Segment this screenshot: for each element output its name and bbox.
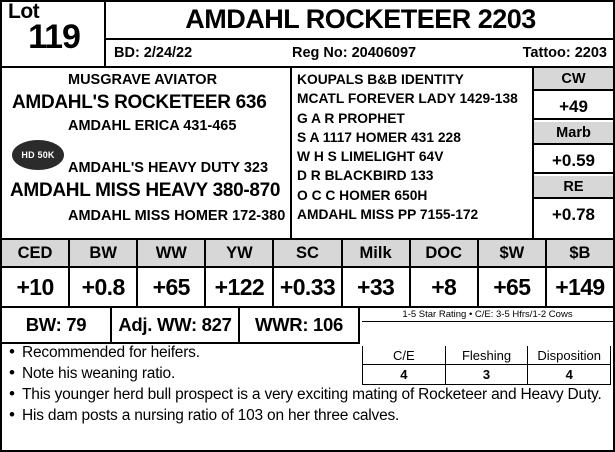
carcass-epd-stack xyxy=(534,68,613,238)
ancestor-row: D R BLACKBIRD 133 xyxy=(297,168,434,184)
bullet-icon: • xyxy=(9,363,15,382)
ancestor-row: G A R PROPHET xyxy=(297,110,405,126)
epd-value: +65 xyxy=(493,274,531,300)
list-item xyxy=(8,344,374,363)
lower-section xyxy=(2,342,613,450)
epd-header: $W xyxy=(479,240,545,268)
ancestor-row: S A 1117 HOMER 431 228 xyxy=(297,129,461,145)
epd-value: +122 xyxy=(214,274,265,300)
performance-row xyxy=(2,308,360,344)
ancestor-row: MCATL FOREVER LADY 1429-138 xyxy=(297,91,518,107)
lot-box xyxy=(2,2,106,66)
list-item xyxy=(8,407,615,426)
card-header xyxy=(2,2,613,68)
epd-label-cw: CW xyxy=(534,68,613,91)
epd-column-ww xyxy=(138,240,206,306)
ratings-value-disposition: 4 xyxy=(565,367,573,382)
epd-column-sc xyxy=(274,240,342,306)
epd-value-cw: +49 xyxy=(534,93,613,120)
epd-label-marb: Marb xyxy=(534,122,613,145)
epd-column-bw xyxy=(70,240,138,306)
birth-weight: BW: 79 xyxy=(2,308,112,342)
ratings-value-ce: 4 xyxy=(363,365,446,384)
notes-list xyxy=(8,344,608,428)
epd-header: Milk xyxy=(343,240,409,268)
ancestor-row: W H S LIMELIGHT 64V xyxy=(297,149,444,165)
sire: AMDAHL'S ROCKETEER 636 xyxy=(12,92,267,113)
ratings-header-disposition: Disposition xyxy=(528,346,610,365)
dam: AMDAHL MISS HEAVY 380-870 xyxy=(10,180,281,201)
epd-table xyxy=(2,240,613,308)
dam-grandsire: AMDAHL'S HEAVY DUTY 323 xyxy=(68,160,269,176)
ancestor-row: KOUPALS B&B IDENTITY xyxy=(297,72,464,87)
ratings-value-fleshing: 3 xyxy=(446,365,529,384)
epd-value: +33 xyxy=(356,274,395,300)
epd-column-milk xyxy=(343,240,411,306)
bullet-icon: • xyxy=(9,342,15,361)
note-text: This younger herd bull prospect is a very exciting mating of Rocketeer and Heavy Duty. xyxy=(22,386,602,403)
epd-value: +0.33 xyxy=(279,274,336,300)
identification-row xyxy=(106,38,613,66)
star-rating-note: 1-5 Star Rating • C/E: 3-5 Hfrs/1-2 Cows xyxy=(362,308,613,322)
performance-section xyxy=(2,308,613,346)
dam-granddam: AMDAHL MISS HOMER 172-380 xyxy=(68,208,286,224)
lot-number: 119 xyxy=(28,18,80,56)
page-title: AMDAHL ROCKETEER 2203 xyxy=(185,4,536,34)
pedigree-section xyxy=(2,68,613,240)
star-rating-note-wrap xyxy=(362,308,613,322)
list-item xyxy=(8,386,615,405)
epd-header: WW xyxy=(138,240,204,268)
epd-value: +8 xyxy=(431,274,457,300)
weaning-weight-ratio: WWR: 106 xyxy=(254,314,344,335)
tattoo: Tattoo: 2203 xyxy=(522,45,607,61)
epd-column-ced xyxy=(2,240,70,306)
epd-value: +0.8 xyxy=(81,274,125,300)
adjusted-weaning-weight: Adj. WW: 827 xyxy=(112,308,240,342)
epd-header: CED xyxy=(2,240,68,268)
list-item xyxy=(8,365,374,384)
epd-value: +10 xyxy=(16,274,54,300)
epd-header: $B xyxy=(547,240,613,268)
epd-column-dollar-w xyxy=(479,240,547,306)
note-text: Recommended for heifers. xyxy=(22,344,200,361)
registration-number: Reg No: 20406097 xyxy=(292,45,417,61)
pedigree-ancestors xyxy=(292,68,534,238)
sire-grandsire: MUSGRAVE AVIATOR xyxy=(68,72,218,88)
sire-granddam: AMDAHL ERICA 431-465 xyxy=(68,118,237,134)
epd-column-doc xyxy=(411,240,479,306)
note-text: Note his weaning ratio. xyxy=(22,365,176,382)
pedigree-parents xyxy=(2,68,292,238)
bullet-icon: • xyxy=(9,405,15,424)
epd-value-marb: +0.59 xyxy=(534,147,613,174)
epd-header: BW xyxy=(70,240,136,268)
epd-value-re: +0.78 xyxy=(551,205,595,224)
epd-column-dollar-b xyxy=(547,240,613,306)
ancestor-row: O C C HOMER 650H xyxy=(297,187,428,203)
epd-label-re: RE xyxy=(534,176,613,199)
lot-label: Lot xyxy=(8,0,40,23)
note-text: His dam posts a nursing ratio of 103 on her three calves. xyxy=(22,407,400,424)
epd-value: +65 xyxy=(152,274,190,300)
bullet-icon: • xyxy=(9,384,15,403)
epd-header: DOC xyxy=(411,240,477,268)
epd-header: YW xyxy=(206,240,272,268)
birth-date: BD: 2/24/22 xyxy=(114,45,193,61)
epd-column-yw xyxy=(206,240,274,306)
epd-header: SC xyxy=(274,240,340,268)
ratings-header-ce: C/E xyxy=(363,346,446,365)
ancestor-row: AMDAHL MISS PP 7155-172 xyxy=(297,207,479,223)
ratings-header-fleshing: Fleshing xyxy=(446,346,529,365)
epd-value: +149 xyxy=(555,274,605,300)
hd-50k-logo: HD 50K xyxy=(12,140,64,170)
